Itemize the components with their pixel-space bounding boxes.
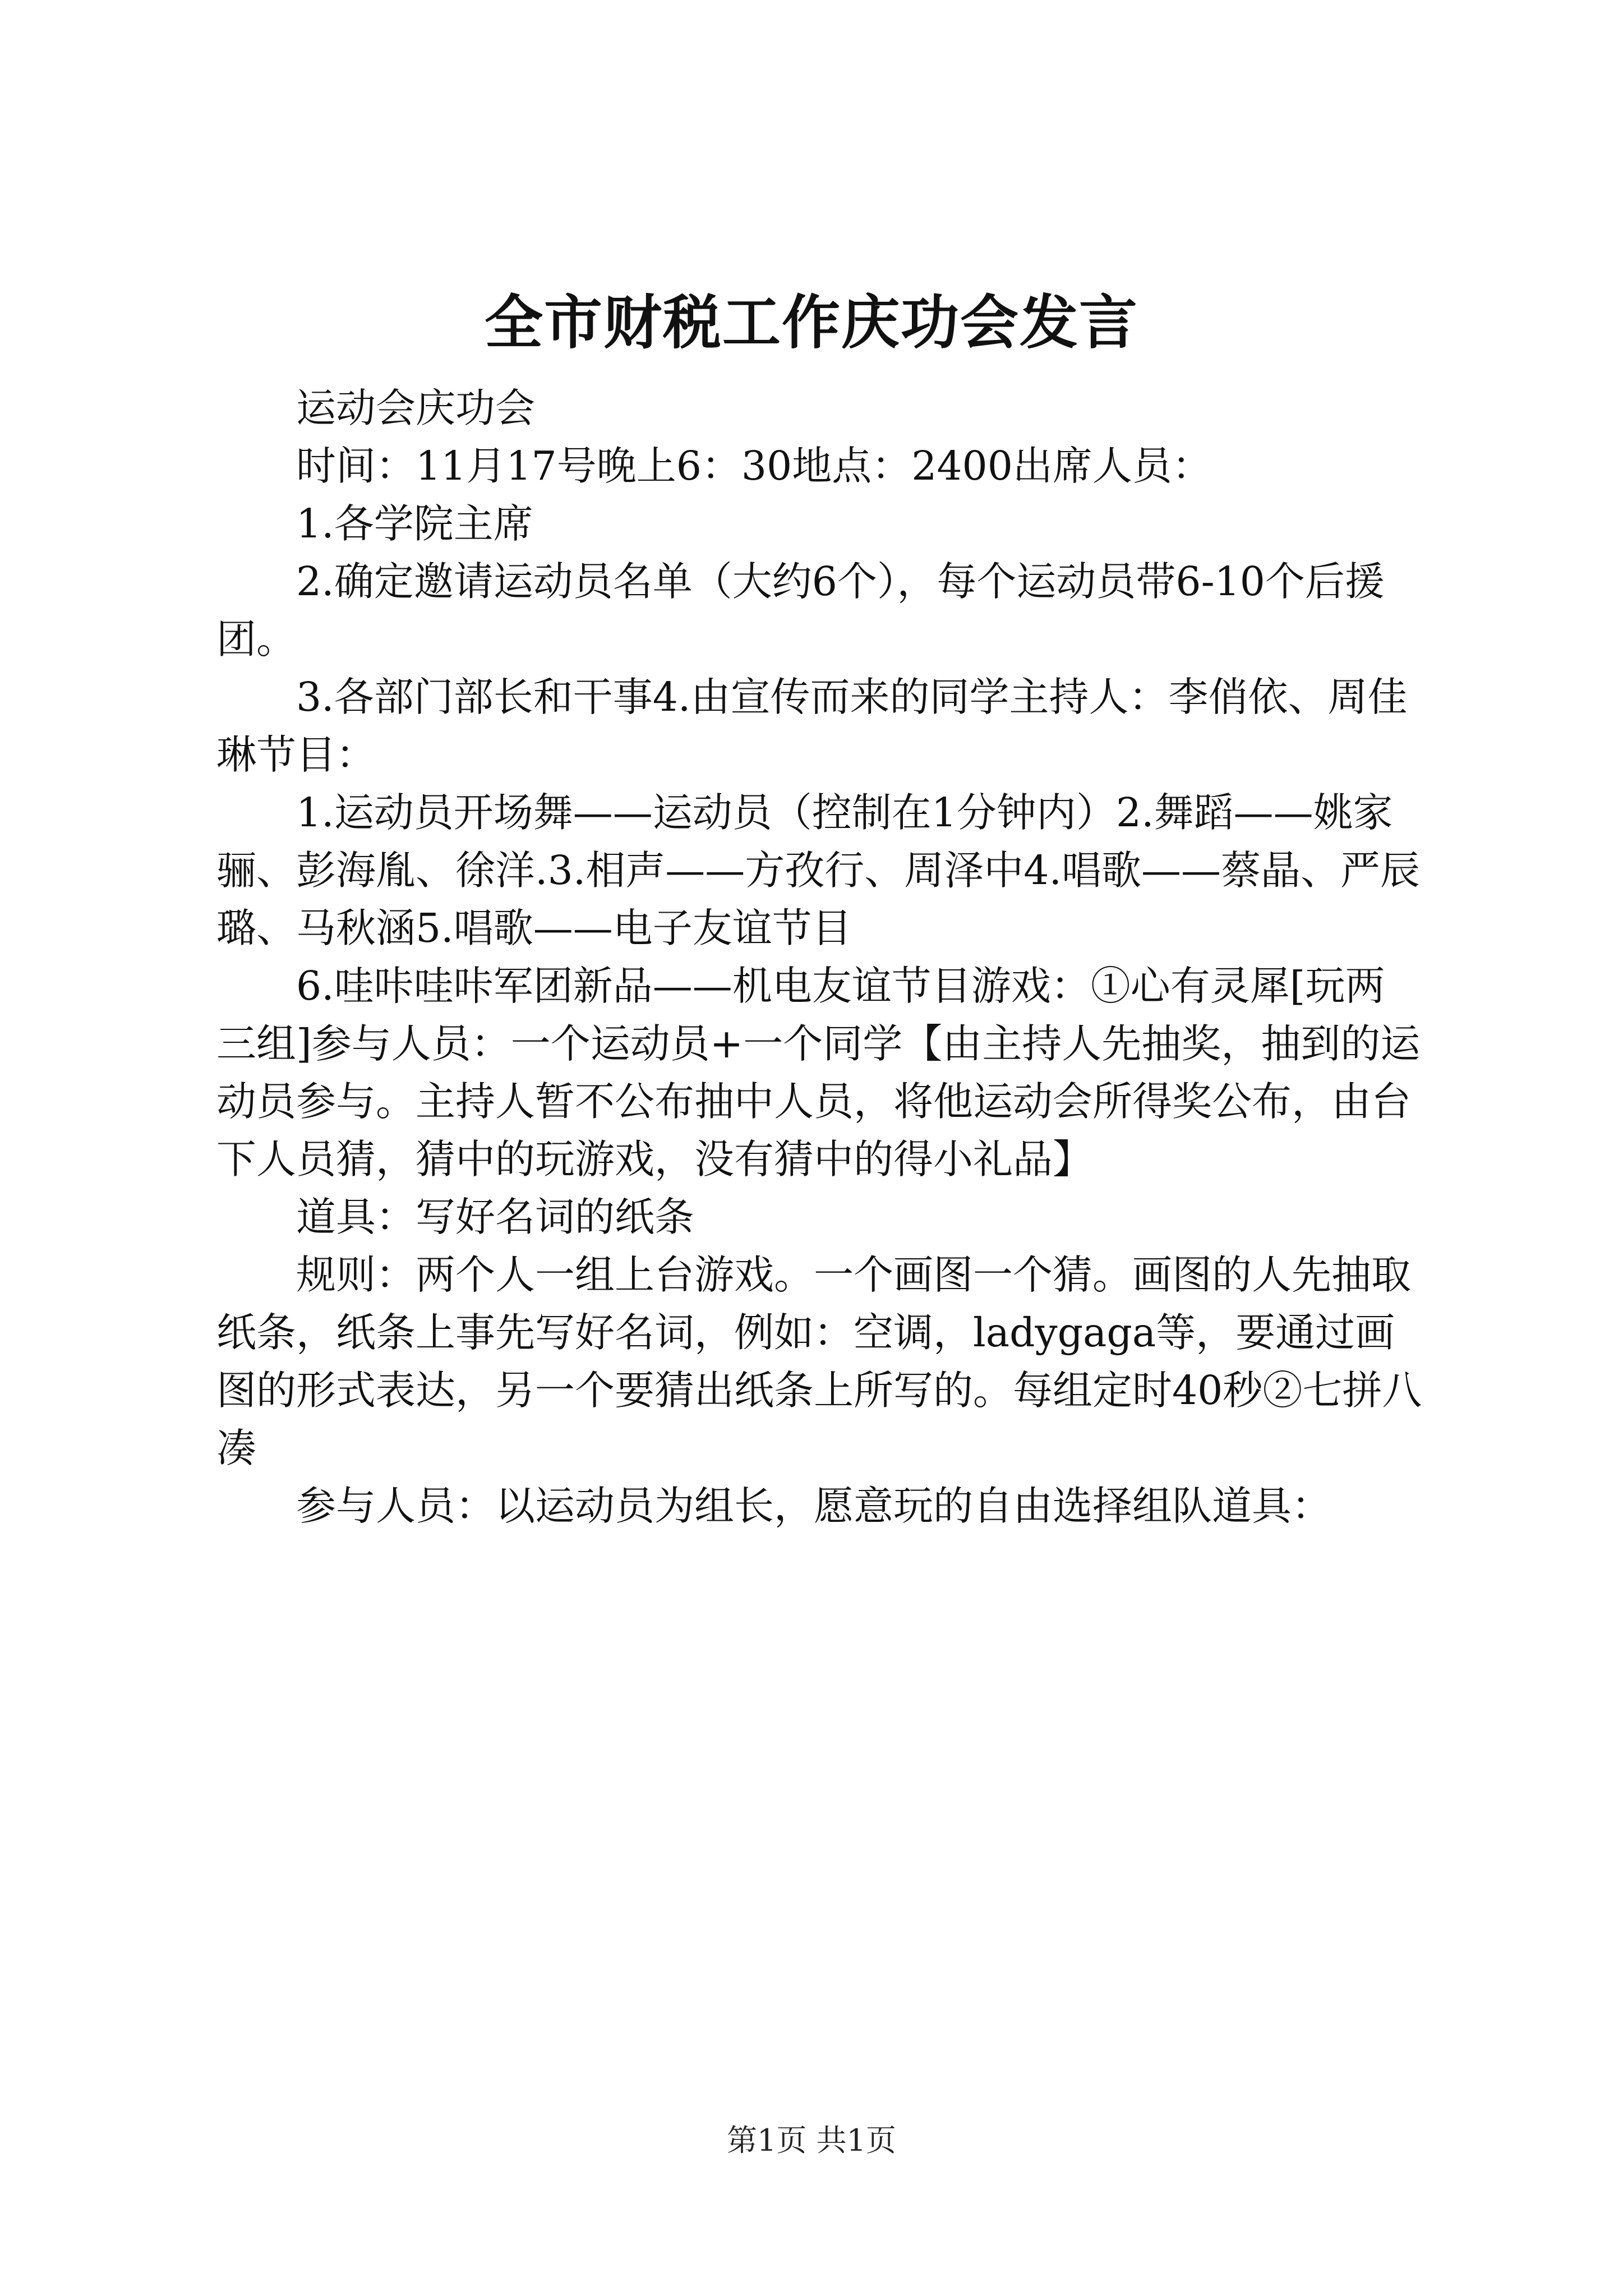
paragraph-8: 道具：写好名词的纸条 bbox=[296, 1194, 695, 1240]
paragraph-3: 1.各学院主席 bbox=[296, 500, 533, 547]
paragraph-9: 规则：两个人一组上台游戏。一个画图一个猜。画图的人先抽取纸条，纸条上事先写好名词，例如：空调，ladygaga等，要通过画图的形式表达，另一个要猜出纸条上所写的。每组定时40秒②七拼八凑 bbox=[216, 1251, 1422, 1471]
paragraph-5: 3.各部门部长和干事4.由宣传而来的同学主持人：李俏依、周佳琳节目： bbox=[216, 674, 1408, 778]
paragraph-7: 6.哇咔哇咔军团新品——机电友谊节目游戏：①心有灵犀[玩两三组]参与人员：一个运动员+一个同学【由主持人先抽奖，抽到的运动员参与。主持人暂不公布抽中人员，将他运动会所得奖公布，由台下人员猜，猜中的玩游戏，没有猜中的得小礼品】 bbox=[216, 963, 1421, 1182]
paragraph-6: 1.运动员开场舞——运动员（控制在1分钟内）2.舞蹈——姚家骊、彭海胤、徐洋.3.相声——方孜行、周泽中4.唱歌——蔡晶、严辰璐、马秋涵5.唱歌——电子友谊节目 bbox=[216, 789, 1421, 951]
page-footer: 第1页 共1页 bbox=[727, 2123, 896, 2158]
paragraph-10: 参与人员：以运动员为组长，愿意玩的自由选择组队道具： bbox=[296, 1483, 1332, 1529]
paragraph-4: 2.确定邀请运动员名单（大约6个），每个运动员带6-10个后援团。 bbox=[216, 558, 1385, 662]
document-title: 全市财税工作庆功会发言 bbox=[484, 288, 1138, 357]
document-body bbox=[216, 379, 1422, 1535]
paragraph-2: 时间：11月17号晚上6：30地点：2400出席人员： bbox=[296, 443, 1212, 489]
paragraph-1: 运动会庆功会 bbox=[296, 385, 536, 431]
